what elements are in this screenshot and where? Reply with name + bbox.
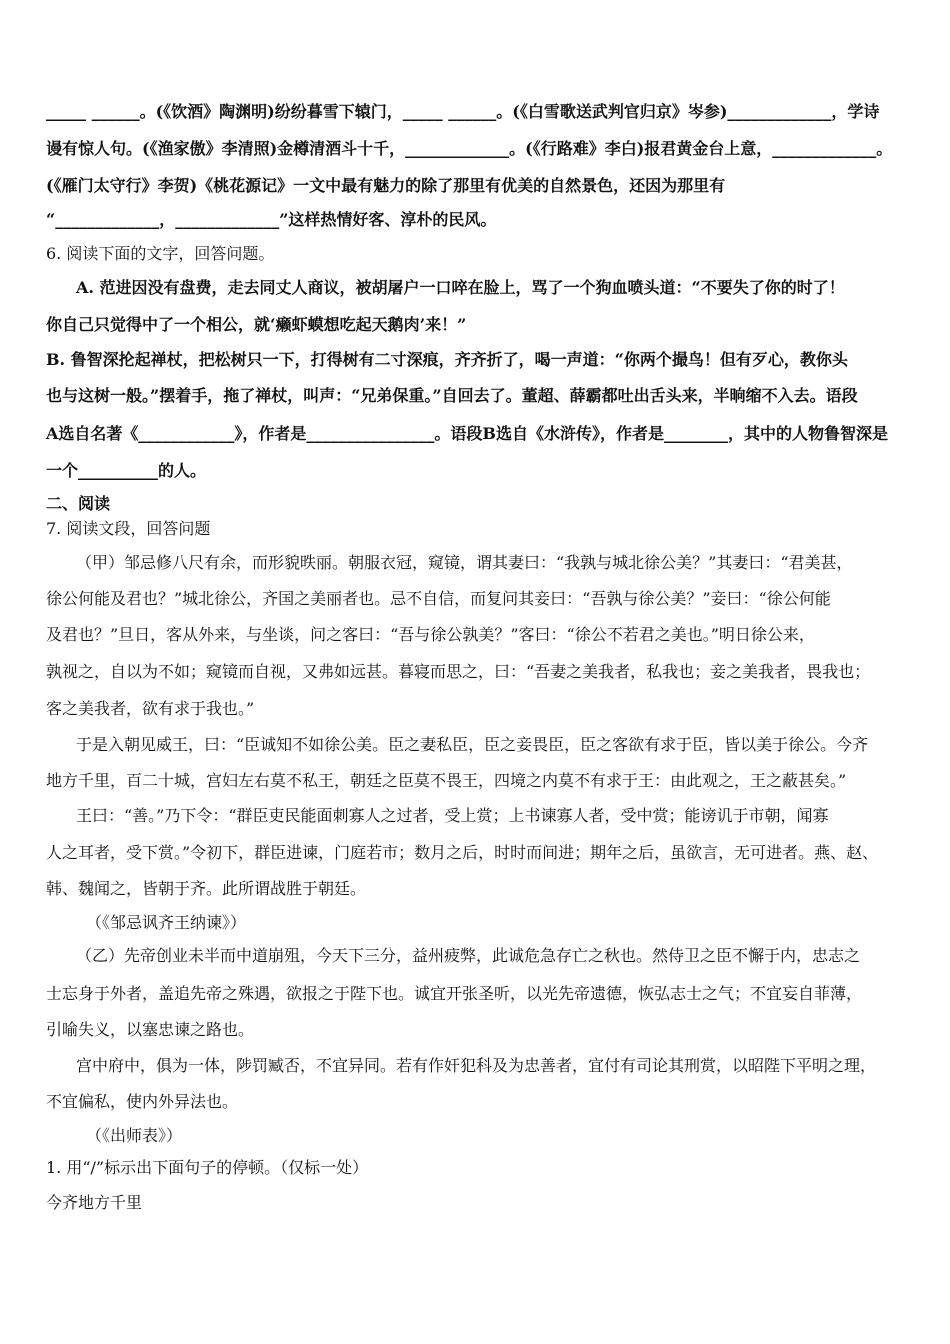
passage-yi-source: （《出师表》）	[86, 1126, 183, 1145]
passage-jia-line: 孰视之，自以为不如；窥镜而自视，又弗如远甚。暮寝而思之，曰：“吾妻之美我者，私我也；妾之美我者，畏我也；	[46, 662, 871, 681]
question-7-prompt: 7. 阅读文段，回答问题	[46, 519, 211, 538]
passage-jia-line: 及君也？”旦日，客从外来，与坐谈，问之客曰：“吾与徐公孰美？”客曰：“徐公不若君之美也。”明日徐公来，	[46, 625, 815, 644]
passage-yi-line: （乙）先帝创业未半而中道崩殂，今天下三分，益州疲弊，此诚危急存亡之秋也。然侍卫之臣不懈于内，忠志之	[76, 946, 861, 965]
passage-yi-line: 士忘身于外者，盖追先帝之殊遇，欲报之于陛下也。诚宜开张圣听，以光先帝遗德，恢弘志士之气；不宜妄自菲薄，	[46, 984, 863, 1003]
question-6-blank-line-2: 一个__________的人。	[46, 461, 207, 480]
passage-jia-line: 于是入朝见威王，曰：“臣诚知不如徐公美。臣之妻私臣，臣之妾畏臣，臣之客欲有求于臣，皆以美于徐公。今齐	[76, 735, 869, 754]
passage-jia-line: 王曰：“善。”乃下令：“群臣吏民能面刺寡人之过者，受上赏；上书谏寡人者，受中赏；能谤讥于市朝，闻寡	[76, 806, 829, 825]
poetry-line-2: 谩有惊人句。(《渔家傲》李清照)金樽清酒斗十千，_____________。(《行路难》李白)报君黄金台上意，_____________。	[46, 139, 893, 158]
passage-b-line-2: 也与这树一般。”摆着手，拖了禅杖，叫声：“兄弟保重。”自回去了。董超、薛霸都吐出舌头来，半晌缩不入去。语段	[46, 386, 858, 405]
passage-jia-line: 韩、魏闻之，皆朝于齐。此所谓战胜于朝廷。	[46, 879, 367, 898]
section-heading-reading: 二、阅读	[46, 494, 111, 513]
poetry-line-3: (《雁门太守行》李贺)《桃花源记》一文中最有魅力的除了那里有优美的自然景色，还因为那里有	[46, 176, 726, 195]
passage-jia-line: 客之美我者，欲有求于我也。”	[46, 699, 255, 718]
sub-question-1-prompt: 1. 用“/”标示出下面句子的停顿。（仅标一处）	[46, 1158, 369, 1177]
passage-jia-line: 徐公何能及君也？”城北徐公，齐国之美丽者也。忌不自信，而复问其妾曰：“吾孰与徐公美？”妾曰：“徐公何能	[46, 589, 831, 608]
passage-yi-line: 引喻失义，以塞忠谏之路也。	[46, 1020, 255, 1039]
poetry-line-1: _____ ______。(《饮酒》陶渊明)纷纷暮雪下辕门，_____ ______。(《白雪歌送武判官归京》岑参)_____________，学诗	[46, 102, 880, 121]
passage-yi-line: 宫中府中，俱为一体，陟罚臧否，不宜异同。若有作奸犯科及为忠善者，宜付有司论其刑赏，以昭陛下平明之理，	[76, 1056, 877, 1075]
question-6-blank-line-1: A选自名著《____________》，作者是________________。语段B选自《水浒传》，作者是________，其中的人物鲁智深是	[46, 424, 888, 443]
passage-jia-line: 地方千里，百二十城，宫妇左右莫不私王，朝廷之臣莫不畏王，四境之内莫不有求于王：由此观之，王之蔽甚矣。”	[46, 771, 847, 790]
passage-b-line-1: B. 鲁智深抡起禅杖，把松树只一下，打得树有二寸深痕，齐齐折了，喝一声道：“你两个撮鸟！但有歹心，教你头	[46, 350, 848, 369]
sub-question-1-sentence: 今齐地方千里	[46, 1193, 143, 1212]
passage-a-line-2: 你自己只觉得中了一个相公，就‘癞虾蟆想吃起天鹅肉’来！”	[46, 315, 467, 334]
passage-jia-line: 人之耳者，受下赏。”令初下，群臣进谏，门庭若市；数月之后，时时而间进；期年之后，虽欲言，无可进者。燕、赵、	[46, 843, 879, 862]
passage-jia-source: （《邹忌讽齐王纳谏》）	[86, 913, 247, 932]
passage-a-line-1: A. 范进因没有盘费，走去同丈人商议，被胡屠户一口啐在脸上，骂了一个狗血喷头道：“不要失了你的时了！	[76, 278, 845, 297]
passage-yi-line: 不宜偏私，使内外异法也。	[46, 1092, 239, 1111]
question-6-prompt: 6. 阅读下面的文字，回答问题。	[46, 244, 275, 263]
poetry-line-4: “_____________，_____________”这样热情好客、淳朴的民风。	[46, 210, 497, 229]
passage-jia-line: （甲）邹忌修八尺有余，而形貌昳丽。朝服衣冠，窥镜，谓其妻曰：“我孰与城北徐公美？”其妻曰：“君美甚，	[76, 553, 853, 572]
